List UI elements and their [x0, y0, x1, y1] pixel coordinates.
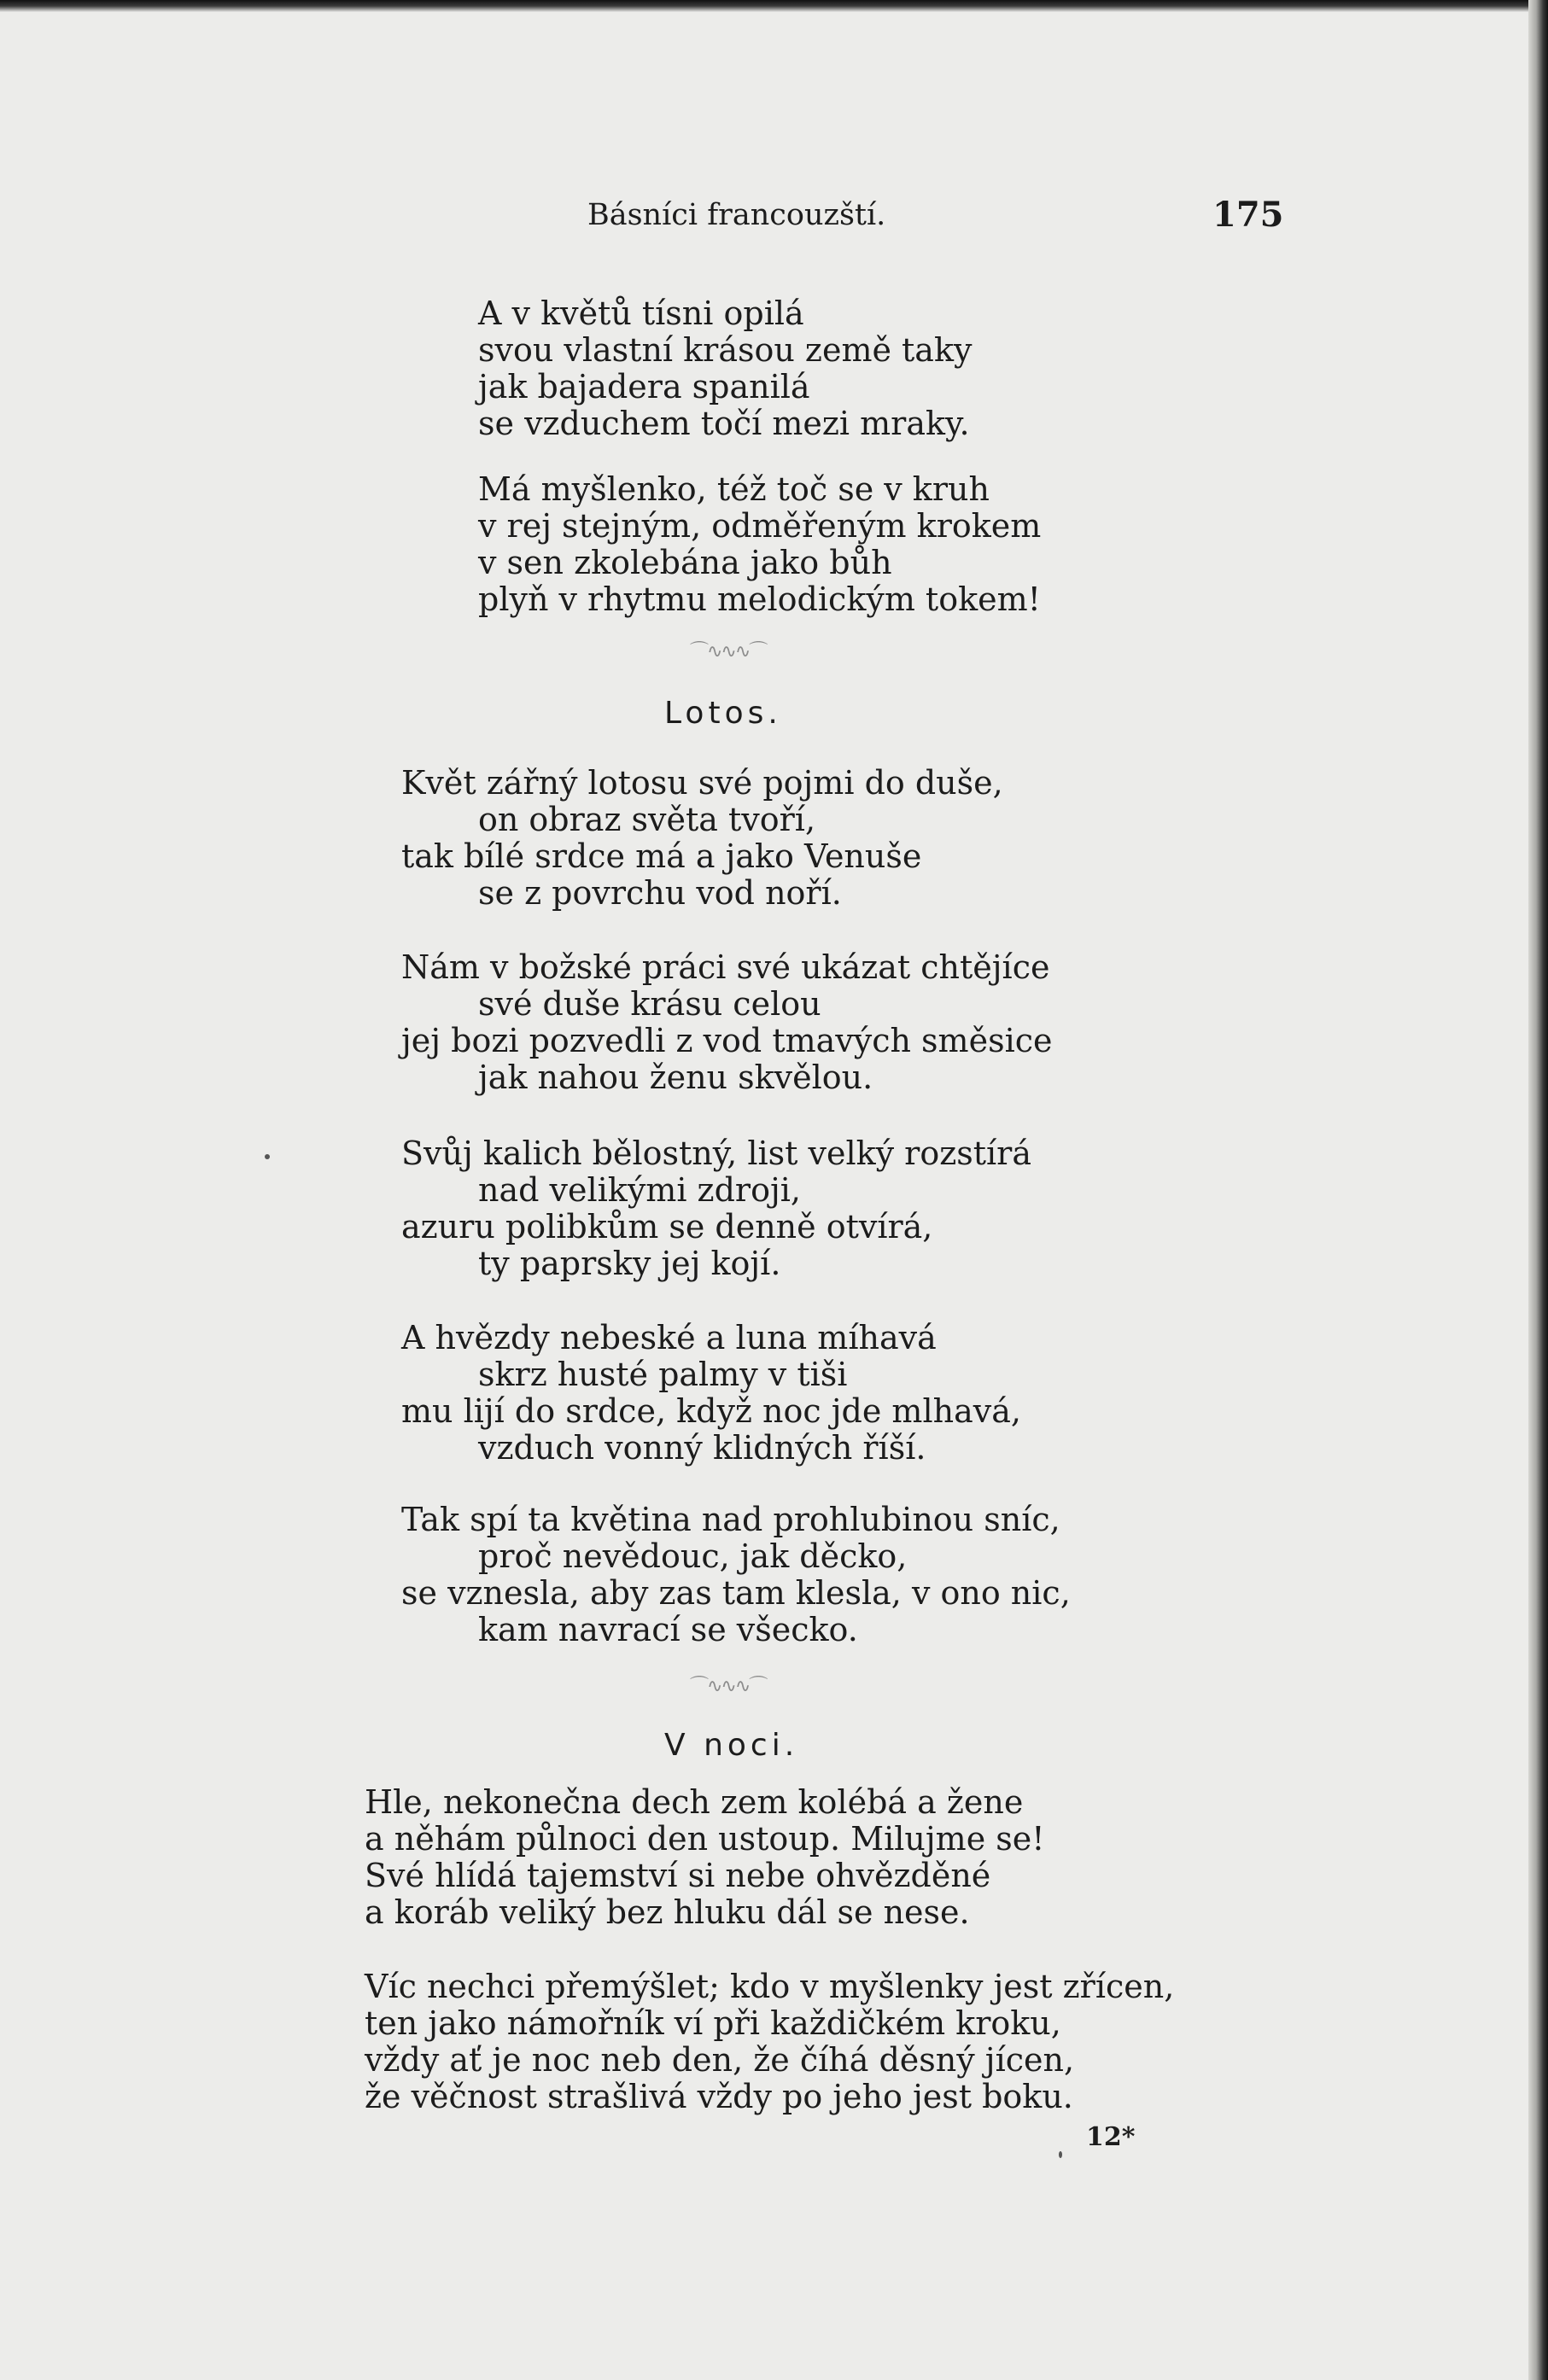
verse-line: tak bílé srdce má a jako Venuše — [401, 837, 922, 875]
verse-line: Květ zářný lotosu své pojmi do duše, — [401, 764, 1003, 802]
verse-line: on obraz světa tvoří, — [478, 801, 816, 838]
verse-line: nad velikými zdroji, — [478, 1171, 801, 1209]
verse-line: své duše krásu celou — [478, 985, 821, 1023]
verse-line: v rej stejným, odměřeným krokem — [478, 507, 1042, 545]
separator-ornament: ⌒∿∿∿⌒ — [690, 1676, 767, 1697]
ink-speck — [265, 1154, 270, 1159]
verse-line: A hvězdy nebeské a luna míhavá — [401, 1319, 937, 1356]
verse-line: proč nevědouc, jak děcko, — [478, 1537, 908, 1575]
printer-signature-mark: 12* — [1086, 2122, 1136, 2152]
verse-line: se vzduchem točí mezi mraky. — [478, 405, 970, 442]
verse-line: Tak spí ta květina nad prohlubinou sníc, — [401, 1501, 1060, 1538]
verse-line: Hle, nekonečna dech zem kolébá a žene — [365, 1783, 1024, 1821]
page-number: 175 — [1212, 195, 1284, 235]
verse-line: ten jako námořník ví při každičkém kroku, — [365, 2004, 1061, 2042]
verse-line: mu lijí do srdce, když noc jde mlhavá, — [401, 1392, 1021, 1430]
verse-line: Víc nechci přemýšlet; kdo v myšlenky jest zřícen, — [365, 1968, 1175, 2005]
verse-line: se vznesla, aby zas tam klesla, v ono nic, — [401, 1574, 1071, 1612]
verse-line: svou vlastní krásou země taky — [478, 331, 973, 369]
verse-line: A v květů tísni opilá — [478, 295, 804, 332]
verse-line: jak bajadera spanilá — [478, 368, 810, 405]
verse-line: vzduch vonný klidných říší. — [478, 1429, 926, 1467]
verse-line: a něhám půlnoci den ustoup. Milujme se! — [365, 1820, 1045, 1858]
verse-line: Má myšlenko, též toč se v kruh — [478, 470, 990, 508]
scan-edge-top — [0, 0, 1548, 12]
page-header — [0, 195, 1528, 249]
verse-line: skrz husté palmy v tiši — [478, 1356, 848, 1393]
poem-title: Lotos. — [664, 696, 782, 731]
verse-line: vždy ať je noc neb den, že číhá děsný jícen, — [365, 2041, 1075, 2079]
verse-line: plyň v rhytmu melodickým tokem! — [478, 580, 1041, 618]
ink-speck — [1059, 2151, 1062, 2158]
verse-line: jej bozi pozvedli z vod tmavých směsice — [401, 1022, 1053, 1059]
scan-edge-right — [1528, 0, 1548, 2380]
verse-line: azuru polibkům se denně otvírá, — [401, 1208, 933, 1245]
verse-line: Své hlídá tajemství si nebe ohvězděné — [365, 1857, 991, 1894]
verse-line: se z povrchu vod noří. — [478, 874, 842, 912]
verse-line: Svůj kalich bělostný, list velký rozstírá — [401, 1135, 1031, 1172]
verse-line: že věčnost strašlivá vždy po jeho jest boku. — [365, 2078, 1073, 2115]
verse-line: kam navrací se všecko. — [478, 1611, 858, 1648]
separator-ornament: ⌒∿∿∿⌒ — [690, 641, 767, 662]
poem-title: V noci. — [664, 1728, 799, 1763]
verse-line: Nám v božské práci své ukázat chtějíce — [401, 948, 1050, 986]
verse-line: a koráb veliký bez hluku dál se nese. — [365, 1893, 970, 1931]
verse-line: v sen zkolebána jako bůh — [478, 544, 892, 581]
verse-line: jak nahou ženu skvělou. — [478, 1059, 873, 1096]
verse-line: ty paprsky jej kojí. — [478, 1245, 781, 1282]
running-head: Básníci francouzští. — [587, 198, 886, 232]
